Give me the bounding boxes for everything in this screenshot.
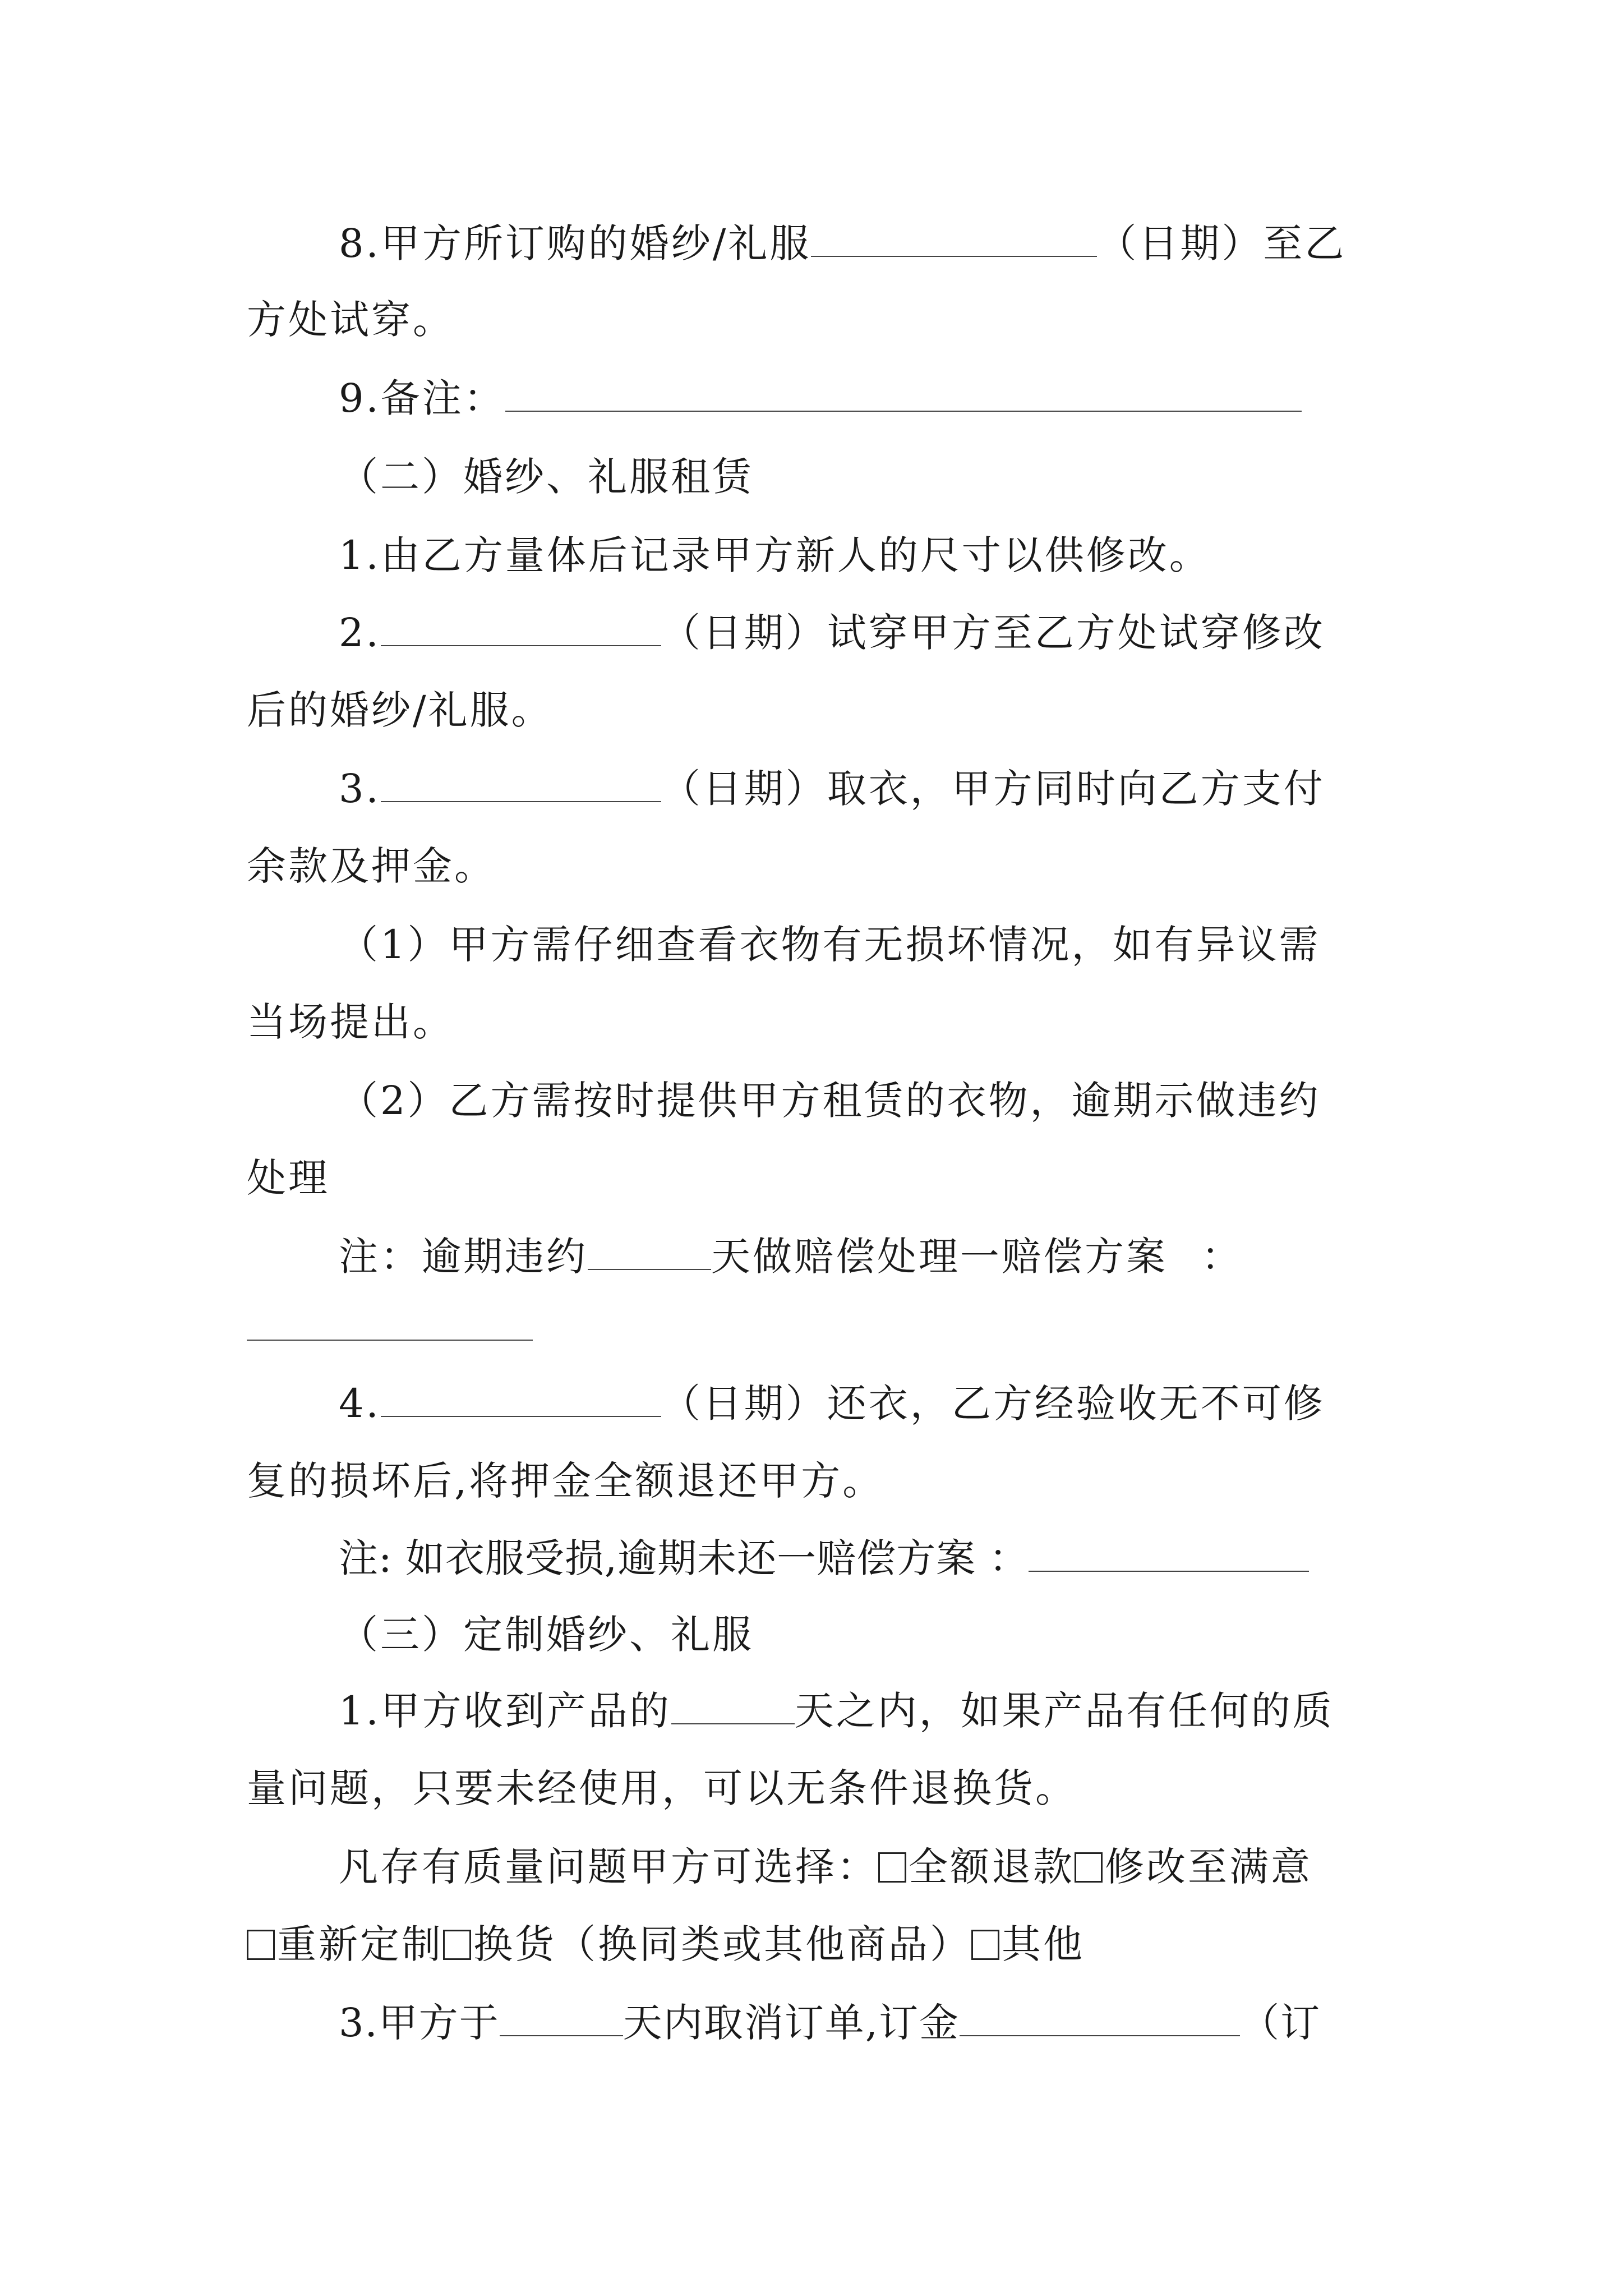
- quality-choice-line2: 重新定制 换货（换同类或其他商品） 其他: [247, 1916, 1085, 1972]
- deposit-blank[interactable]: [960, 2001, 1240, 2036]
- item-8-line2: 方处试穿。: [247, 297, 454, 343]
- checkbox-exchange[interactable]: [443, 1930, 471, 1960]
- rental-item-2-line2: 后的婚纱/礼服。: [247, 687, 553, 733]
- pickup-date-blank[interactable]: [381, 767, 661, 802]
- checkbox-full-refund[interactable]: [878, 1852, 906, 1883]
- rental-sub-1-line2: 当场提出。: [247, 999, 454, 1045]
- rental-sub-1-line1: （1）甲方需仔细查看衣物有无损坏情况，如有异议需: [339, 922, 1321, 968]
- custom-item-3-line1: 3.甲方于 天内取消订单,订金 （订: [339, 2000, 1321, 2046]
- rental-heading: （二）婚纱、礼服租赁: [339, 454, 754, 500]
- return-days-blank[interactable]: [671, 1690, 795, 1724]
- rental-note-1-blank-line: [247, 1299, 533, 1355]
- rental-note-2: 注: 如衣服受损,逾期未还一赔偿方案 ：: [339, 1530, 1309, 1586]
- remarks-blank[interactable]: [505, 377, 1302, 412]
- item-9-remarks: 9.备注：: [339, 370, 1302, 426]
- checkbox-modify[interactable]: [1075, 1852, 1103, 1883]
- rental-item-3-line1: 3. （日期）取衣，甲方同时向乙方支付: [339, 766, 1325, 812]
- rental-item-4-line1: 4. （日期）还衣，乙方经验收无不可修: [339, 1381, 1325, 1427]
- date-blank[interactable]: [811, 222, 1097, 257]
- rental-sub-2-line2: 处理: [247, 1155, 330, 1201]
- custom-item-1-line1: 1.甲方收到产品的 天之内，如果产品有任何的质: [339, 1688, 1334, 1734]
- rental-item-3-line2: 余款及押金。: [247, 843, 496, 889]
- return-date-blank[interactable]: [381, 1382, 661, 1417]
- compensation-plan-blank[interactable]: [247, 1306, 533, 1341]
- fitting-date-blank[interactable]: [381, 611, 661, 646]
- cancel-days-blank[interactable]: [500, 2001, 623, 2036]
- rental-item-1: 1.由乙方量体后记录甲方新人的尺寸以供修改。: [339, 532, 1211, 578]
- checkbox-remake[interactable]: [247, 1930, 275, 1960]
- damage-compensation-blank[interactable]: [1029, 1537, 1309, 1572]
- rental-item-2-line1: 2. （日期）试穿甲方至乙方处试穿修改: [339, 610, 1325, 656]
- custom-heading: （三）定制婚纱、礼服: [339, 1612, 754, 1658]
- rental-note-1: 注：逾期违约 天做赔偿处理一赔偿方案 ：: [339, 1234, 1243, 1280]
- quality-choice-line1: 凡存有质量问题甲方可选择： 全额退款 修改至满意: [339, 1844, 1312, 1890]
- rental-item-4-line2: 复的损坏后,将押金全额退还甲方。: [247, 1458, 884, 1504]
- rental-sub-2-line1: （2）乙方需按时提供甲方租赁的衣物，逾期示做违约: [339, 1078, 1321, 1124]
- custom-item-1-line2: 量问题，只要未经使用，可以无条件退换货。: [247, 1765, 1077, 1811]
- item-8-line1: 8.甲方所订购的婚纱/礼服 （日期）至乙: [339, 220, 1347, 266]
- checkbox-other[interactable]: [971, 1930, 999, 1960]
- days-blank[interactable]: [588, 1235, 711, 1270]
